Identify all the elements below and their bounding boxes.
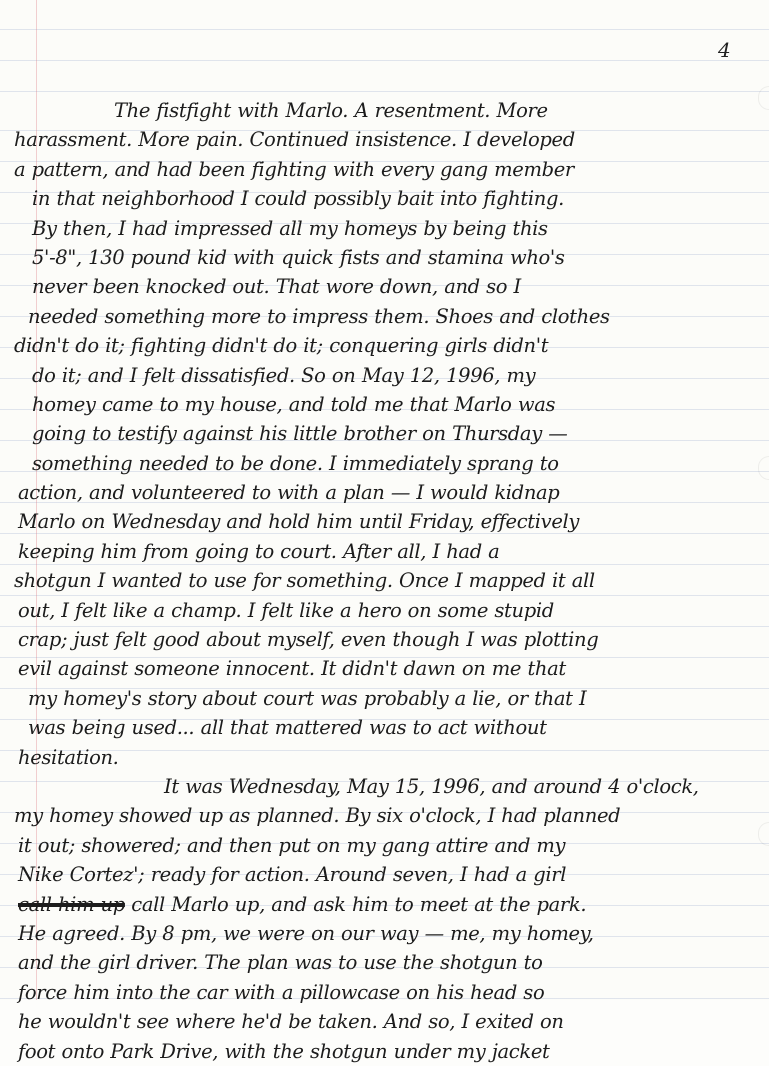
handwritten-text-body — [14, 96, 762, 1066]
text-line: crap; just felt good about myself, even though I was plotting — [18, 628, 599, 652]
text-line: 5'-8", 130 pound kid with quick fists and stamina who's — [32, 245, 565, 269]
text-line: didn't do it; fighting didn't do it; conquering girls didn't — [14, 334, 549, 358]
text-line: never been knocked out. That wore down, and so I — [32, 275, 521, 299]
text-line: do it; and I felt dissatisfied. So on May 12, 1996, my — [32, 363, 536, 387]
text-line: was being used... all that mattered was to act without — [28, 716, 547, 740]
text-line: he wouldn't see where he'd be taken. And so, I exited on — [18, 1010, 564, 1034]
struck-out-text: call him up — [18, 892, 125, 916]
text-line: harassment. More pain. Continued insistence. I developed — [14, 128, 575, 152]
text-line: out, I felt like a champ. I felt like a hero on some stupid — [18, 598, 554, 622]
text-line: It was Wednesday, May 15, 1996, and around 4 o'clock, — [164, 774, 699, 798]
text-line: He agreed. By 8 pm, we were on our way — me, my homey, — [18, 921, 594, 945]
text-line: keeping him from going to court. After all, I had a — [18, 539, 500, 563]
text-line: my homey's story about court was probably a lie, or that I — [28, 686, 587, 710]
text-line: homey came to my house, and told me that Marlo was — [32, 392, 556, 416]
text-line: needed something more to impress them. Shoes and clothes — [28, 304, 610, 328]
text-line: it out; showered; and then put on my gang attire and my — [18, 833, 566, 857]
text-line: foot onto Park Drive, with the shotgun under my jacket — [18, 1039, 550, 1063]
text-line: going to testify against his little brother on Thursday — — [32, 422, 568, 446]
text-line: and the girl driver. The plan was to use the shotgun to — [18, 951, 543, 975]
text-line: in that neighborhood I could possibly bait into fighting. — [32, 187, 564, 211]
text-line: a pattern, and had been fighting with every gang member — [14, 157, 574, 181]
text-line: hesitation. — [18, 745, 119, 769]
text-line: something needed to be done. I immediately sprang to — [32, 451, 559, 475]
text-line: call him up call Marlo up, and ask him to meet at the park. — [18, 892, 587, 916]
text-line: Marlo on Wednesday and hold him until Friday, effectively — [18, 510, 580, 534]
text-line: Nike Cortez'; ready for action. Around seven, I had a girl — [18, 863, 567, 887]
text-line: my homey showed up as planned. By six o'clock, I had planned — [14, 804, 621, 828]
text-line: By then, I had impressed all my homeys by being this — [32, 216, 548, 240]
text-line: shotgun I wanted to use for something. Once I mapped it all — [14, 569, 595, 593]
text-line: action, and volunteered to with a plan — I would kidnap — [18, 481, 560, 505]
text-line: force him into the car with a pillowcase on his head so — [18, 980, 545, 1004]
text-line: The fistfight with Marlo. A resentment. More — [114, 99, 548, 122]
page-number: 4 — [718, 38, 731, 62]
text-line: evil against someone innocent. It didn't dawn on me that — [18, 657, 566, 681]
